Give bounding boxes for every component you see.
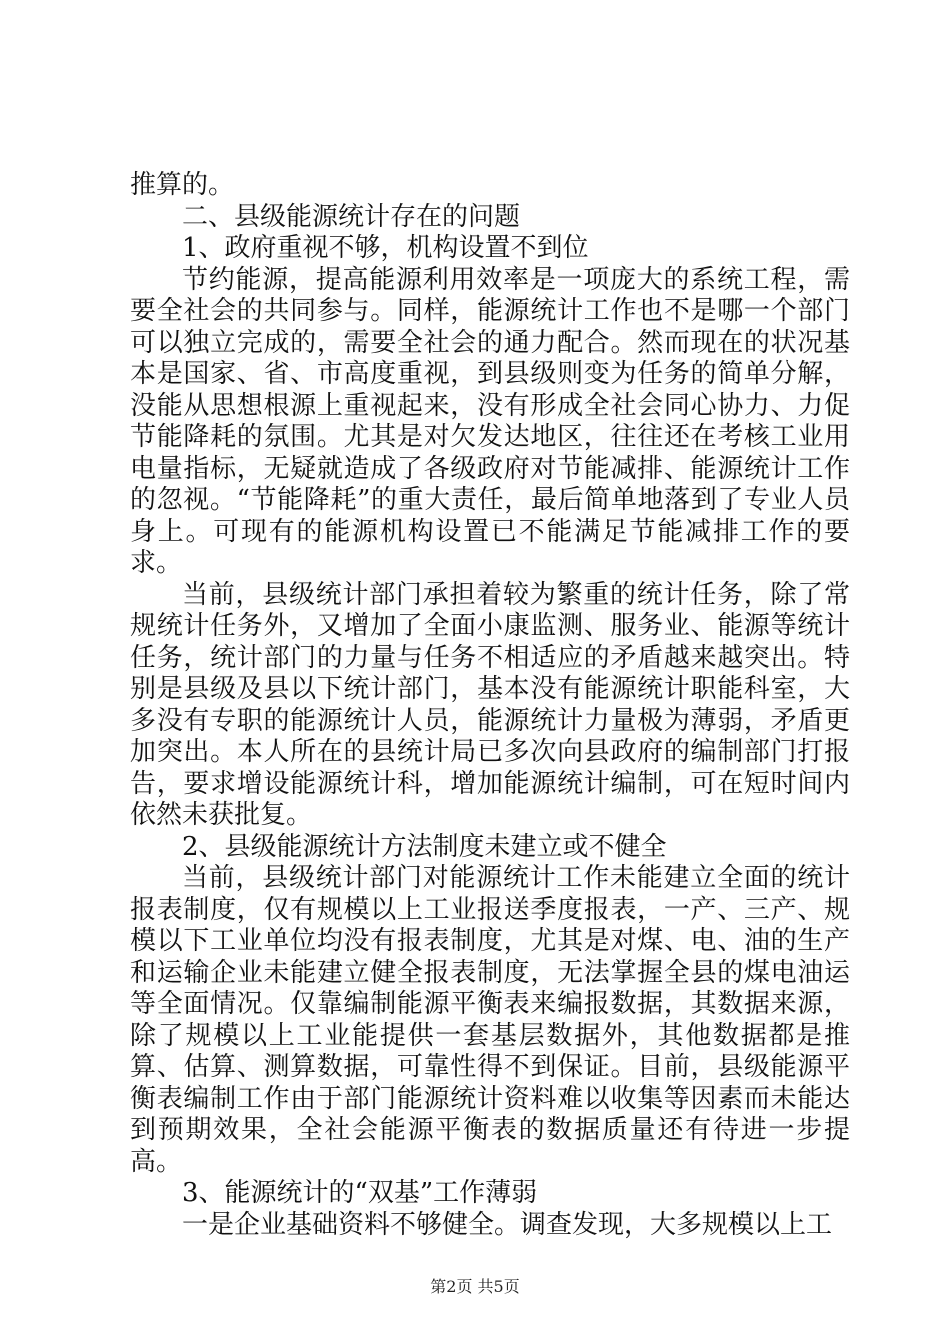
subheading-3: 3、能源统计的“双基”工作薄弱 [182, 1178, 538, 1208]
paragraph-continuation: 推算的。 [130, 170, 235, 200]
section-heading-2: 二、县级能源统计存在的问题 [182, 201, 521, 232]
subheading-1: 1、政府重视不够，机构设置不到位 [182, 233, 589, 263]
subheading-2: 2、县级能源统计方法制度未建立或不健全 [182, 831, 667, 862]
document-body [130, 170, 850, 1241]
paragraph-4: 一是企业基础资料不够健全。调查发现，大多规模以上工 [182, 1209, 833, 1240]
paragraph-3: 当前，县级统计部门对能源统计工作未能建立全面的统计报表制度，仅有规模以上工业报送季度报表，一产、三产、规模以下工业单位均没有报表制度，尤其是对煤、电、油的生产和运输企业未能建立健全报表制度，无法掌握全县的煤电油运等全面情况。仅靠编制能源平衡表来编报数据，其数据来源，除了规模以上工业能提供一套基层数据外，其他数据都是推算、估算、测算数据，可靠性得不到保证。目前，县级能源平衡表编制工作由于部门能源统计资料难以收集等因素而未能达到预期效果，全社会能源平衡表的数据质量还有待进一步提高。 [130, 863, 850, 1177]
page-number-label: 第2页 共5页 [430, 1277, 520, 1296]
page-footer [0, 1274, 950, 1297]
paragraph-2: 当前，县级统计部门承担着较为繁重的统计任务，除了常规统计任务外，又增加了全面小康监测、服务业、能源等统计任务，统计部门的力量与任务不相适应的矛盾越来越突出。特别是县级及县以下统计部门，基本没有能源统计职能科室，大多没有专职的能源统计人员，能源统计力量极为薄弱，矛盾更加突出。本人所在的县统计局已多次向县政府的编制部门打报告，要求增设能源统计科，增加能源统计编制，可在短时间内依然未获批复。 [130, 579, 850, 830]
paragraph-1: 节约能源，提高能源利用效率是一项庞大的系统工程，需要全社会的共同参与。同样，能源统计工作也不是哪一个部门可以独立完成的，需要全社会的通力配合。然而现在的状况基本是国家、省、市高度重视，到县级则变为任务的简单分解，没能从思想根源上重视起来，没有形成全社会同心协力、力促节能降耗的氛围。尤其是对欠发达地区，往往还在考核工业用电量指标，无疑就造成了各级政府对节能减排、能源统计工作的忽视。“节能降耗”的重大责任，最后简单地落到了专业人员身上。可现有的能源机构设置已不能满足节能减排工作的要求。 [130, 264, 850, 578]
